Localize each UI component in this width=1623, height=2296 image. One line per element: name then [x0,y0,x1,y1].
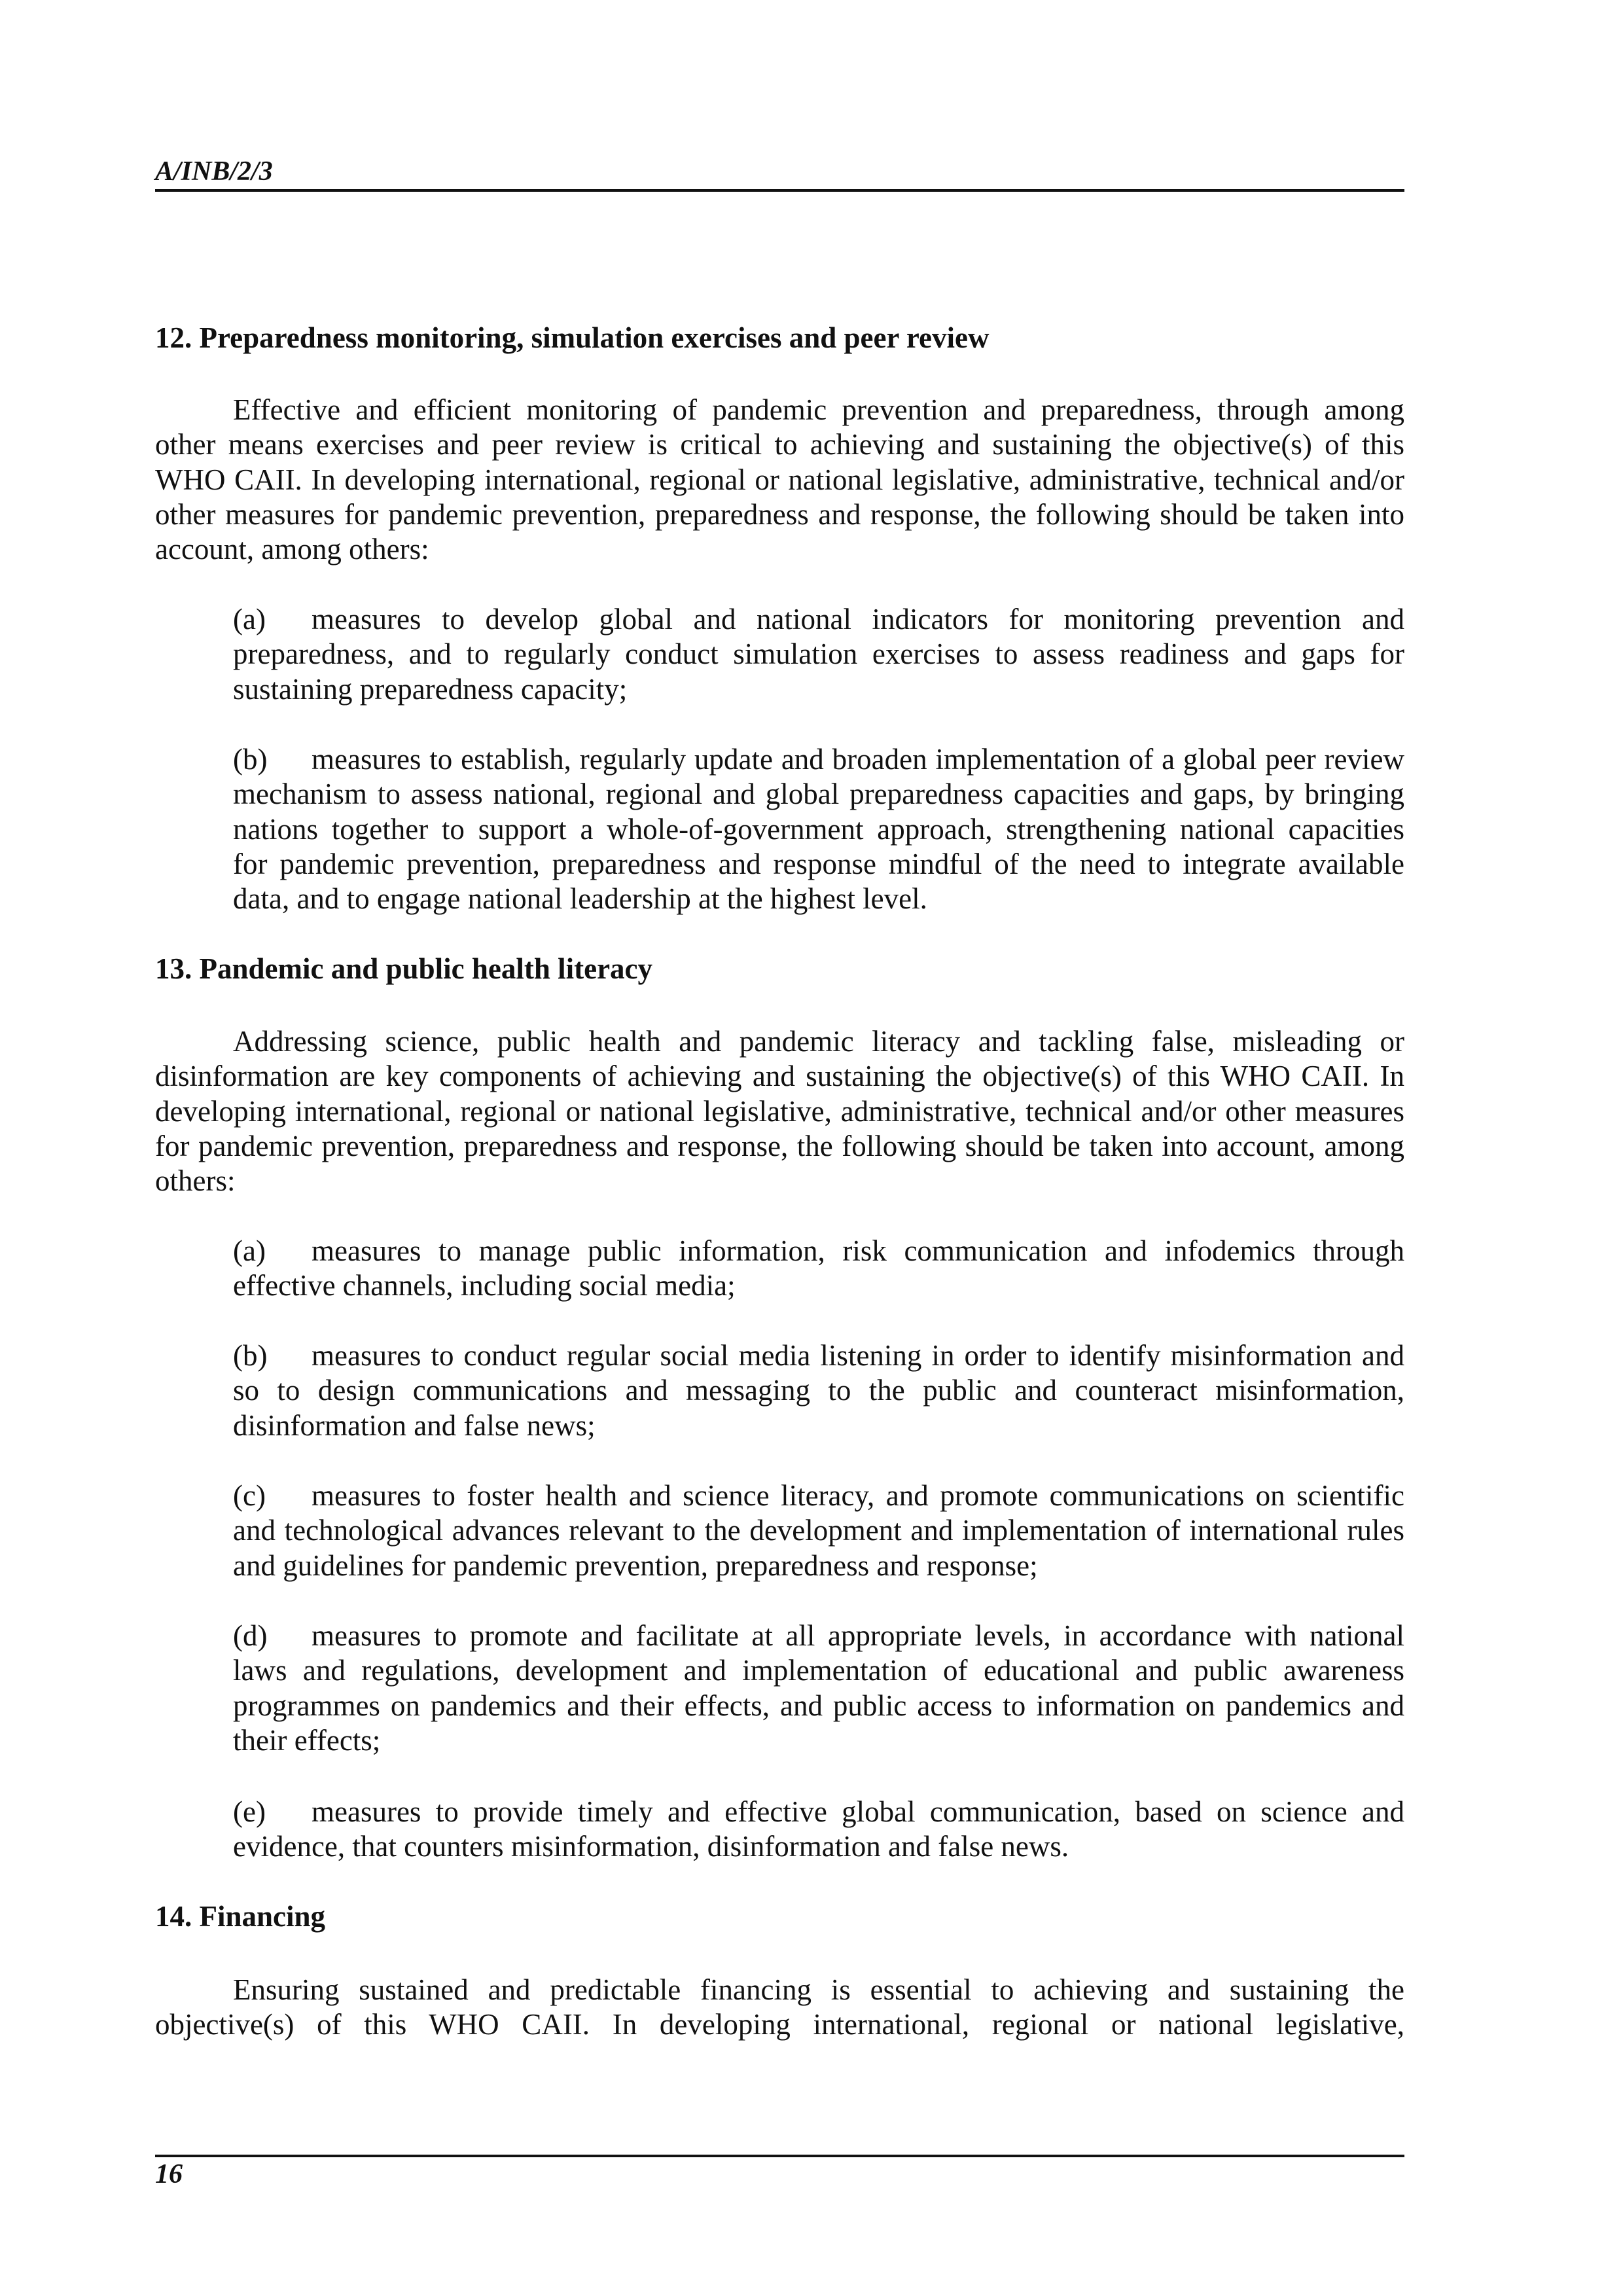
section-intro-paragraph [155,1024,1404,1198]
text-line: sustaining preparedness capacity; [233,672,628,706]
text-line: evidence, that counters misinformation, disinformation and false news. [233,1830,1069,1863]
list-item [233,1619,1404,1758]
text-line: measures to provide timely and effective global communication, based on science and [312,1795,1404,1828]
section-heading: 12. Preparedness monitoring, simulation exercises and peer review [155,321,990,354]
list-item [233,742,1404,916]
list-item [233,1479,1404,1583]
text-line: measures to conduct regular social media listening in order to identify misinformation and [312,1339,1404,1372]
list-item-label: (a) [233,603,266,636]
footer-rule [155,2155,1404,2157]
text-line: measures to foster health and science literacy, and promote communications on scientific [312,1479,1404,1512]
text-line: mechanism to assess national, regional and global preparedness capacities and gaps, by bringing [233,778,1404,811]
text-line: data, and to engage national leadership at the highest level. [233,882,927,916]
text-line: objective(s) of this WHO CAII. In developing international, regional or national legislative, [155,2008,1404,2041]
list-item-label: (d) [233,1619,268,1652]
text-line: disinformation and false news; [233,1408,596,1442]
text-line: measures to establish, regularly update and broaden implementation of a global peer review [312,743,1404,776]
section-intro-paragraph [155,393,1404,567]
text-line: nations together to support a whole-of-government approach, strengthening national capacities [233,812,1404,846]
list-item [233,1338,1404,1443]
text-line: effective channels, including social media; [233,1269,736,1302]
text-line: laws and regulations, development and implementation of educational and public awareness [233,1654,1404,1687]
text-line: Effective and efficient monitoring of pandemic prevention and preparedness, through among [233,393,1404,426]
text-line: measures to promote and facilitate at all appropriate levels, in accordance with national [312,1619,1404,1652]
text-line: and technological advances relevant to the development and implementation of international rules [233,1514,1404,1547]
list-item [233,602,1404,707]
text-line: measures to manage public information, risk communication and infodemics through [312,1234,1404,1267]
text-line: disinformation are key components of achieving and sustaining the objective(s) of this WHO CAII. In [155,1060,1404,1093]
list-item [233,1234,1404,1304]
text-line: measures to develop global and national indicators for monitoring prevention and [312,603,1404,636]
text-line: WHO CAII. In developing international, regional or national legislative, administrative, technical and/or [155,463,1404,496]
text-line: so to design communications and messaging to the public and counteract misinformation, [233,1374,1404,1407]
list-item-label: (a) [233,1234,266,1267]
section-heading: 13. Pandemic and public health literacy [155,952,653,985]
text-line: Addressing science, public health and pandemic literacy and tackling false, misleading or [233,1025,1404,1058]
text-line: their effects; [233,1723,381,1757]
text-line: programmes on pandemics and their effects, and public access to information on pandemics and [233,1689,1404,1722]
list-item-label: (b) [233,1339,268,1372]
section-heading: 14. Financing [155,1900,326,1933]
section-intro-paragraph [155,1973,1404,2043]
document-id: A/INB/2/3 [155,156,273,187]
list-item-label: (b) [233,743,268,776]
header-rule [155,189,1404,192]
text-line: and guidelines for pandemic prevention, preparedness and response; [233,1549,1038,1582]
text-line: others: [155,1164,236,1198]
page-number: 16 [155,2159,183,2189]
text-line: other measures for pandemic prevention, preparedness and response, the following should be taken into [155,497,1404,531]
text-line: other means exercises and peer review is critical to achieving and sustaining the objective(s) of this [155,428,1404,461]
text-line: for pandemic prevention, preparedness and response mindful of the need to integrate available [233,847,1404,880]
text-line: for pandemic prevention, preparedness and response, the following should be taken into account, among [155,1129,1404,1162]
text-line: preparedness, and to regularly conduct simulation exercises to assess readiness and gaps for [233,637,1404,671]
text-line: developing international, regional or national legislative, administrative, technical and/or other measures [155,1094,1404,1128]
list-item-label: (e) [233,1795,266,1828]
list-item-label: (c) [233,1479,266,1512]
list-item [233,1795,1404,1865]
text-line: account, among others: [155,533,429,566]
text-line: Ensuring sustained and predictable financing is essential to achieving and sustaining the [233,1973,1404,2006]
